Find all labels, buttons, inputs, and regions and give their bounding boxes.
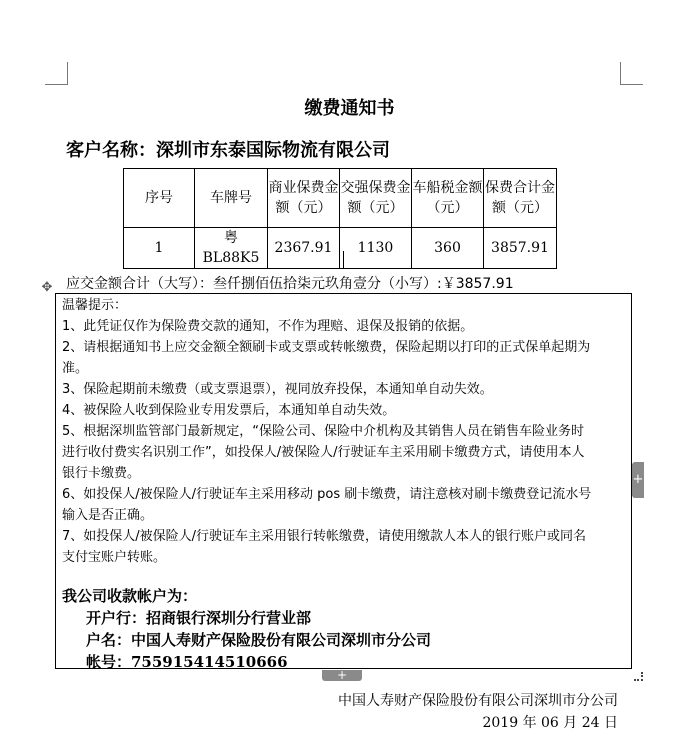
text-cursor <box>343 251 344 269</box>
header-cell-total: 保费合计金额（元） <box>484 169 557 228</box>
tips-heading: 温馨提示： <box>62 298 128 313</box>
header-cell-compulsory: 交强保费金额（元） <box>340 169 412 228</box>
plus-icon[interactable]: + <box>322 670 362 681</box>
tip-line: 1、此凭证仅作为保险费交款的通知，不作为理赔、退保及报销的依据。 <box>62 319 474 334</box>
tip-line: 3、保险起期前未缴费（或支票退票），视同放弃投保，本通知单自动失效。 <box>62 382 493 397</box>
tip-line: 输入是否正确。 <box>62 508 154 523</box>
customer-name: 客户名称：深圳市东泰国际物流有限公司 <box>66 140 390 161</box>
header-cell-commercial: 商业保费金额（元） <box>268 169 340 228</box>
account-holder: 户名：中国人寿财产保险股份有限公司深圳市分公司 <box>86 631 432 649</box>
amount-total-line: 应交金额合计（大写）：叁仟捌佰伍拾柒元玖角壹分（小写）:￥3857.91 <box>66 276 514 292</box>
resize-handle[interactable] <box>634 672 643 681</box>
document-title: 缴费通知书 <box>304 98 395 119</box>
tip-line: 准。 <box>62 361 89 376</box>
account-bank: 开户行：招商银行深圳分行营业部 <box>86 609 312 627</box>
tip-line: 银行卡缴费。 <box>62 466 141 481</box>
table-row <box>124 228 557 269</box>
fee-table <box>123 168 557 269</box>
cell-index: 1 <box>124 228 195 269</box>
tip-line: 7、如投保人/被保险人/行驶证车主采用银行转帐缴费，请使用缴款人本人的银行账户或同名 <box>62 529 587 544</box>
tip-line: 支付宝账户转账。 <box>62 550 167 565</box>
account-heading: 我公司收款帐户为： <box>62 587 198 605</box>
plus-icon[interactable]: + <box>632 462 644 498</box>
table-header-row <box>124 169 557 228</box>
crop-mark-top-left <box>45 62 68 85</box>
tip-line: 4、被保险人收到保险业专用发票后，本通知单自动失效。 <box>62 403 396 418</box>
account-number: 帐号：755915414510666 <box>86 653 288 671</box>
tip-line: 进行收付费实名识别工作”，如投保人/被保险人/行驶证车主采用刷卡缴费方式，请使用本人 <box>62 445 585 460</box>
tip-line: 5、根据深圳监管部门最新规定，“保险公司、保险中介机构及其销售人员在销售车险业务时 <box>62 424 585 439</box>
cell-plate: 粤 BL88K5 <box>195 228 268 269</box>
cell-compulsory: 1130 <box>340 228 412 269</box>
cell-commercial: 2367.91 <box>268 228 340 269</box>
footer-company: 中国人寿财产保险股份有限公司深圳市分公司 <box>338 693 618 709</box>
tip-line: 6、如投保人/被保险人/行驶证车主采用移动 pos 刷卡缴费，请注意核对刷卡缴费登记流水号 <box>62 487 592 502</box>
cell-total: 3857.91 <box>484 228 557 269</box>
move-icon[interactable]: ✥ <box>41 280 53 295</box>
crop-mark-top-right <box>620 62 643 85</box>
footer-date: 2019 年 06 月 24 日 <box>482 715 618 731</box>
header-cell-plate: 车牌号 <box>195 169 268 228</box>
header-cell-index: 序号 <box>124 169 195 228</box>
cell-vessel-tax: 360 <box>412 228 484 269</box>
tip-line: 2、请根据通知书上应交金额全额刷卡或支票或转帐缴费，保险起期以打印的正式保单起期为 <box>62 340 591 355</box>
header-cell-vessel-tax: 车船税金额（元） <box>412 169 484 228</box>
